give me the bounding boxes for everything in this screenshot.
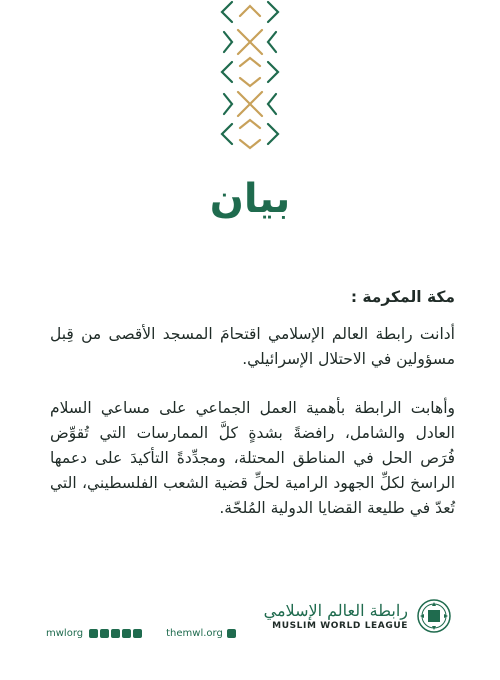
decorative-pattern xyxy=(218,0,282,150)
mwl-logo xyxy=(264,598,452,634)
home-icon xyxy=(227,629,236,638)
footer-contacts xyxy=(46,628,236,639)
snapchat-icon[interactable] xyxy=(133,629,142,638)
instagram-icon[interactable] xyxy=(111,629,120,638)
facebook-icon[interactable] xyxy=(100,629,109,638)
location-line: مكة المكرمة : xyxy=(350,288,455,306)
logo-arabic-text: رابطة العالم الإسلامي xyxy=(263,601,408,620)
paragraph-1: أدانت رابطة العالم الإسلامي اقتحامَ المسجد الأقصى من قِبل مسؤولين في الاحتلال الإسرائيلي. xyxy=(50,325,455,368)
website-link[interactable] xyxy=(166,628,236,639)
social-icons xyxy=(89,629,142,638)
statement-body xyxy=(50,285,455,521)
x-icon[interactable] xyxy=(89,629,98,638)
statement-title: بيان xyxy=(209,176,291,222)
logo-english-text: MUSLIM WORLD LEAGUE xyxy=(272,621,408,631)
website-text[interactable]: themwl.org xyxy=(166,628,223,639)
social-handle[interactable]: mwlorg xyxy=(46,628,84,639)
mwl-seal-icon xyxy=(416,598,452,634)
youtube-icon[interactable] xyxy=(122,629,131,638)
paragraph-2: وأهابت الرابطة بأهمية العمل الجماعي على مساعي السلام العادل والشامل، رافضةً بشدةٍ كلَّ الممارسات التي تُقوِّض فُرَص الحل في المناطق المحتلة، ومجدِّدةً التأكيدَ على دعمها الراسخ لكلِّ الجهود الرامية لحلِّ قضية الشعب الفلسطيني، التي تُعدّ في طليعة القضايا الدولية المُلحّة. xyxy=(50,399,455,517)
